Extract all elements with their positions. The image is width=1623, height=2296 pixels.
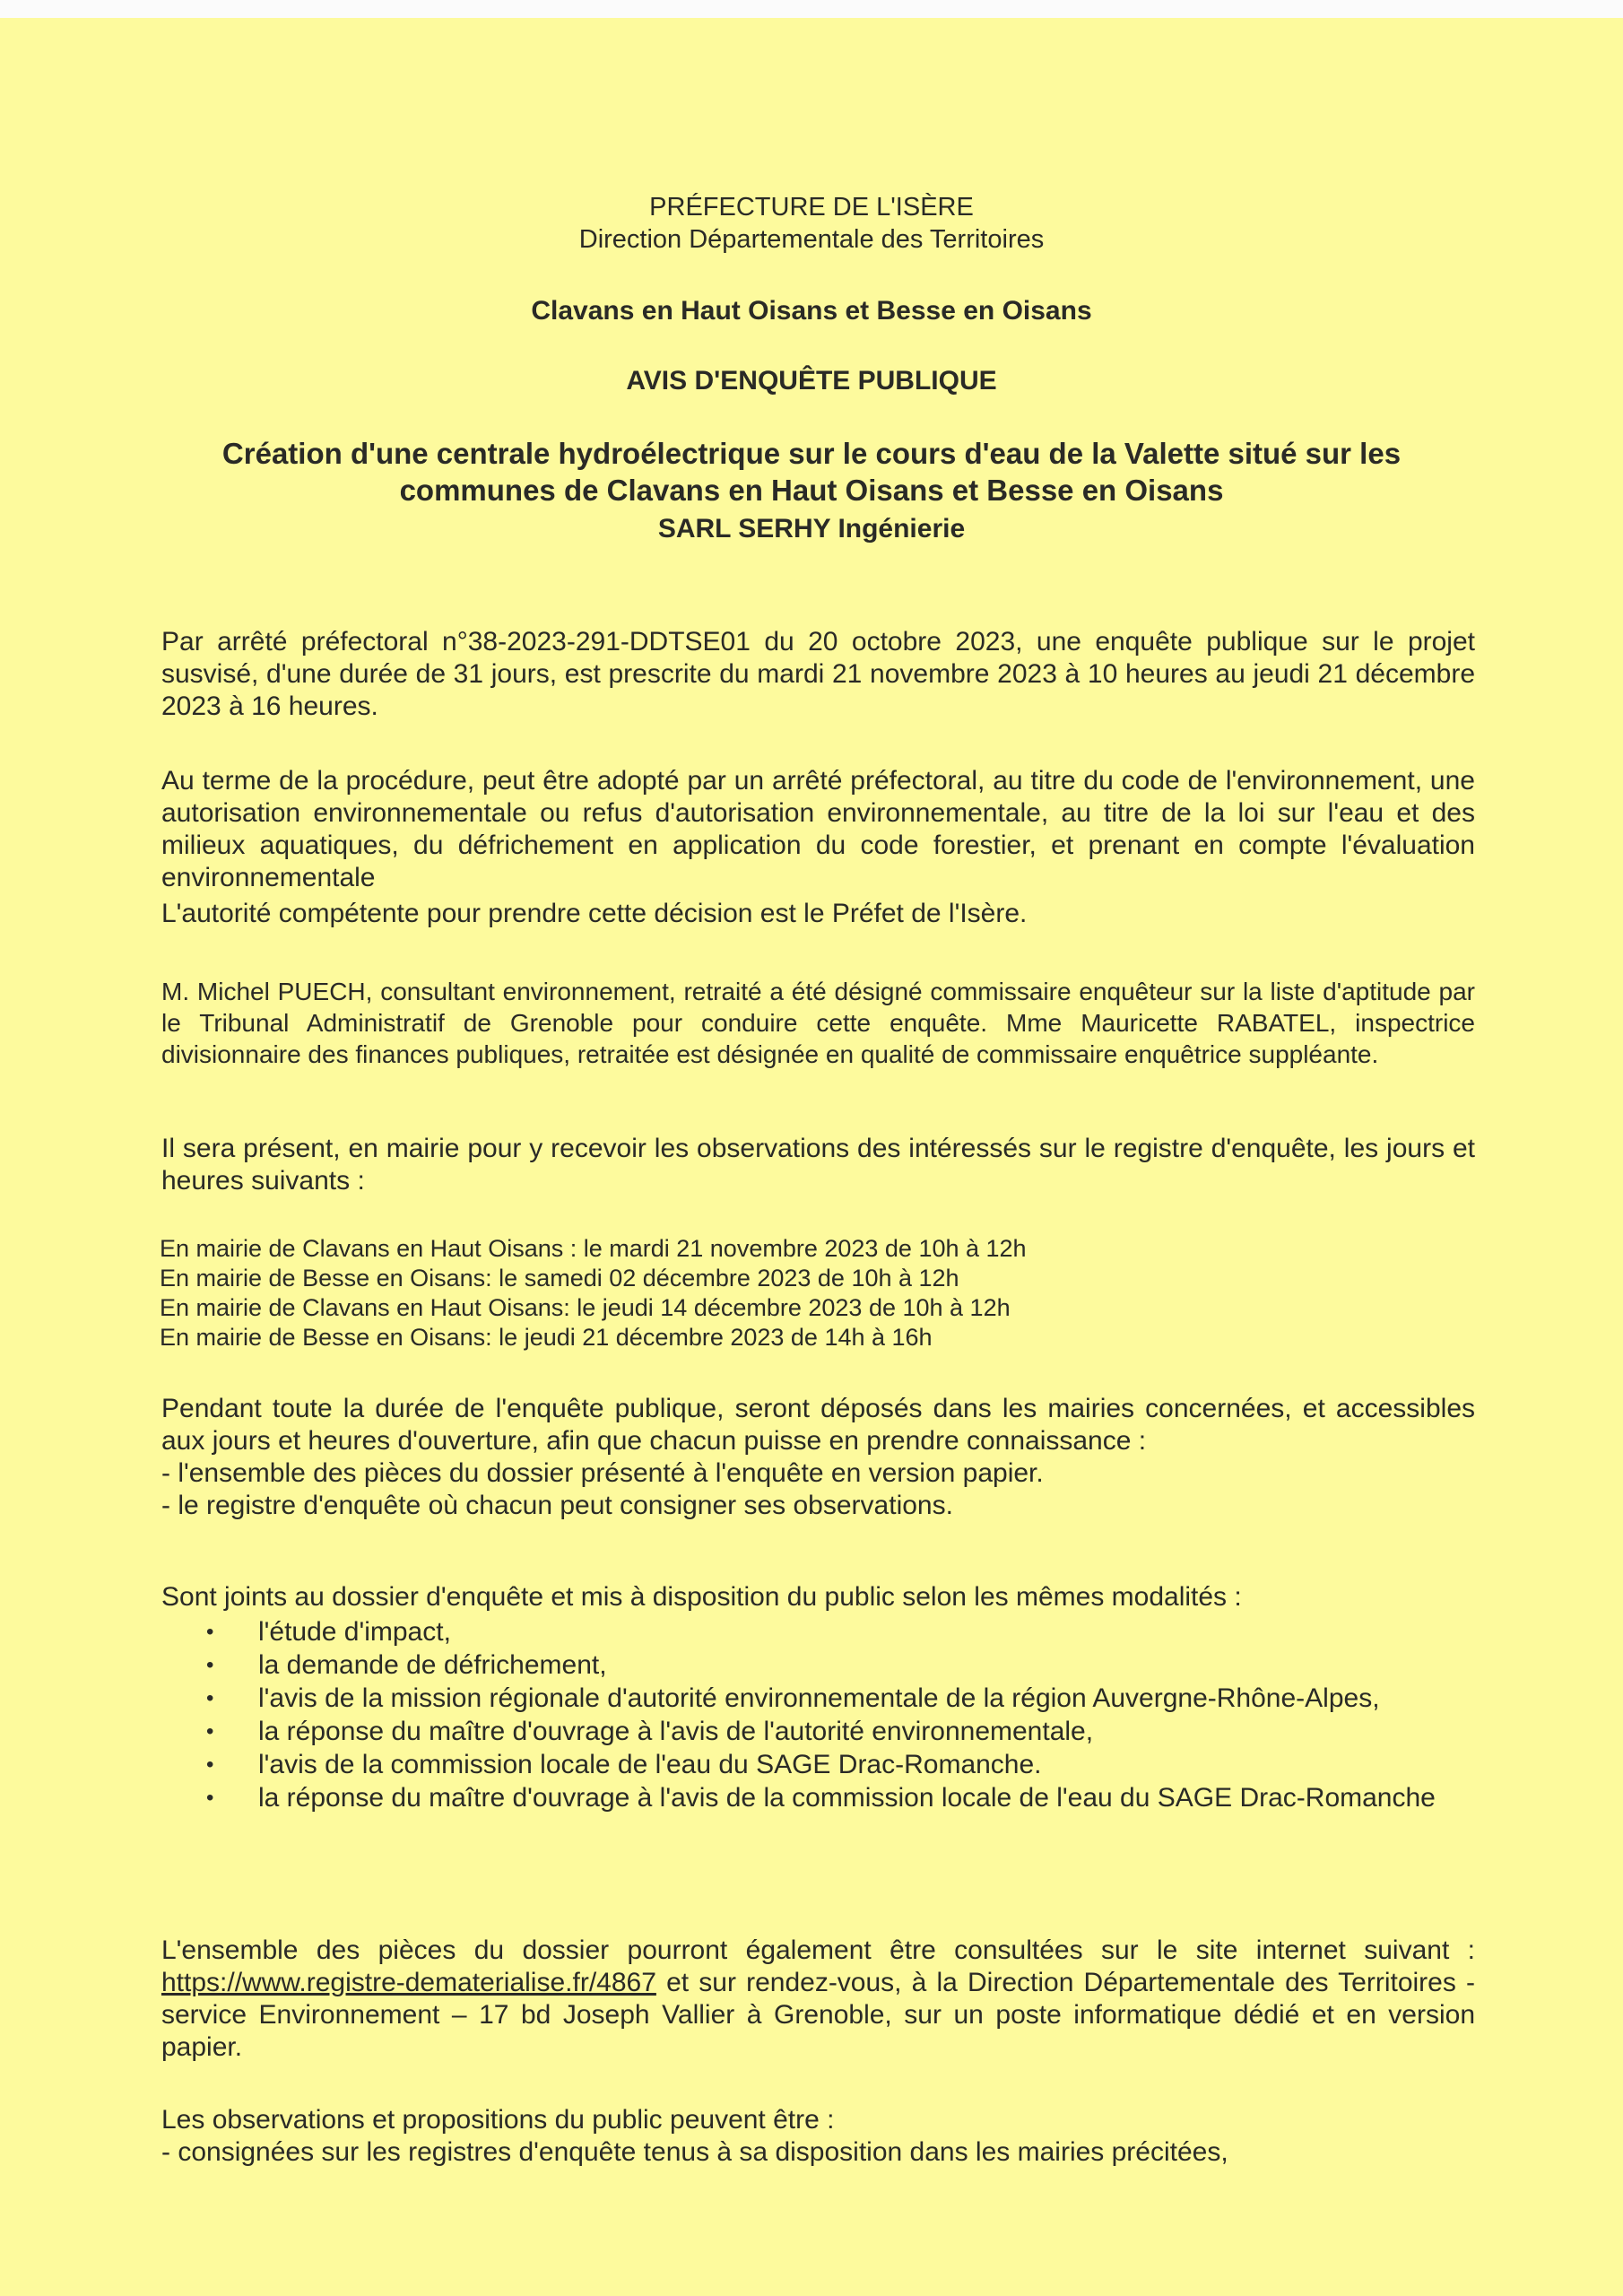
internet-paragraph [161,1935,1475,2064]
presence-paragraph: Il sera présent, en mairie pour y recevoir les observations des intéressés sur le registre d'enquête, les jours et heures suivants : [161,1134,1475,1196]
company-heading: SARL SERHY Ingénierie [657,514,966,544]
procedure-paragraph: Au terme de la procédure, peut être adopté par un arrêté préfectoral, au titre du code de l'environnement, une autorisation environnementale ou refus d'autorisation environnementale, au titre de la loi sur l'eau et des milieux aquatiques, du défrichement en application du code forestier, et prenant en compte l'évaluation environnementale [161,766,1475,892]
permanence-schedule [160,1234,1027,1352]
joints-item [161,1682,1480,1715]
autorite-paragraph: L'autorité compétente pour prendre cette décision est le Préfet de l'Isère. [161,899,1028,928]
joints-item-text: l'avis de la mission régionale d'autorité environnementale de la région Auvergne-Rhône-Alpes, [258,1683,1380,1713]
joints-item-text: l'étude d'impact, [258,1617,451,1647]
schedule-item: En mairie de Besse en Oisans: le samedi 02 décembre 2023 de 10h à 12h [160,1265,959,1292]
bullet-icon: • [206,1719,214,1744]
bullet-icon: • [206,1620,214,1644]
joints-item [161,1648,1480,1682]
joints-item-text: la réponse du maître d'ouvrage à l'avis de l'autorité environnementale, [258,1717,1094,1746]
bullet-icon: • [206,1752,214,1777]
joints-item [161,1615,1480,1648]
internet-text-after: et sur rendez-vous, à la Direction Départementale des Territoires - service Environnement – 17 bd Joseph Vallier à Grenoble, sur un poste informatique dédié et en version papier. [161,1968,1475,2062]
avis-heading: AVIS D'ENQUÊTE PUBLIQUE [626,366,997,396]
pendant-item: - l'ensemble des pièces du dossier présenté à l'enquête en version papier. [161,1458,1044,1488]
joints-item [161,1781,1480,1814]
internet-text-before: L'ensemble des pièces du dossier pourront également être consultées sur le site internet suivant : [161,1935,1475,1965]
commissaire-paragraph: M. Michel PUECH, consultant environnement, retraité a été désigné commissaire enquêteur sur la liste d'aptitude par le Tribunal Administratif de Grenoble pour conduire cette enquête. Mme Mauricette RABATEL, inspectrice divisionnaire des finances publiques, retraitée est désignée en qualité de commissaire enquêtrice suppléante. [161,978,1475,1068]
joints-item [161,1715,1480,1748]
direction-heading: Direction Départementale des Territoires [578,225,1045,254]
observations-paragraph [161,2104,1475,2169]
pendant-text: Pendant toute la durée de l'enquête publique, seront déposés dans les mairies concernées, et accessibles aux jours et heures d'ouverture, afin que chacun puisse en prendre connaissance : [161,1394,1475,1456]
joints-item-text: la demande de défrichement, [258,1650,607,1680]
observations-intro: Les observations et propositions du public peuvent être : [161,2105,835,2135]
arrete-paragraph: Par arrêté préfectoral n°38-2023-291-DDTSE01 du 20 octobre 2023, une enquête publique sur le projet susvisé, d'une durée de 31 jours, est prescrite du mardi 21 novembre 2023 à 10 heures au jeudi 21 décembre 2023 à 16 heures. [161,627,1475,721]
joints-item [161,1748,1480,1781]
joints-item-text: l'avis de la commission locale de l'eau du SAGE Drac-Romanche. [258,1750,1042,1779]
observations-item: - consignées sur les registres d'enquête tenus à sa disposition dans les mairies précitées, [161,2137,1228,2167]
joints-intro: Sont joints au dossier d'enquête et mis à disposition du public selon les mêmes modalités : [161,1582,1242,1612]
registre-link[interactable]: https://www.registre-dematerialise.fr/4867 [161,1968,656,1997]
pendant-paragraph [161,1393,1475,1522]
schedule-item: En mairie de Clavans en Haut Oisans: le jeudi 14 décembre 2023 de 10h à 12h [160,1294,1011,1321]
title-line-2: communes de Clavans en Haut Oisans et Besse en Oisans [399,474,1224,507]
bullet-icon: • [206,1786,214,1810]
prefecture-heading: PRÉFECTURE DE L'ISÈRE [649,193,974,222]
pendant-item: - le registre d'enquête où chacun peut consigner ses observations. [161,1491,953,1520]
bullet-icon: • [206,1653,214,1677]
schedule-item: En mairie de Clavans en Haut Oisans : le mardi 21 novembre 2023 de 10h à 12h [160,1235,1027,1262]
joints-item-text: la réponse du maître d'ouvrage à l'avis de la commission locale de l'eau du SAGE Drac-Romanche [258,1783,1436,1813]
communes-heading: Clavans en Haut Oisans et Besse en Oisans [531,296,1092,326]
title-line-1: Création d'une centrale hydroélectrique sur le cours d'eau de la Valette situé sur les [221,437,1402,470]
bullet-icon: • [206,1686,214,1710]
joints-list [161,1615,1480,1814]
document-page [0,18,1623,2296]
schedule-item: En mairie de Besse en Oisans: le jeudi 21 décembre 2023 de 14h à 16h [160,1324,933,1351]
